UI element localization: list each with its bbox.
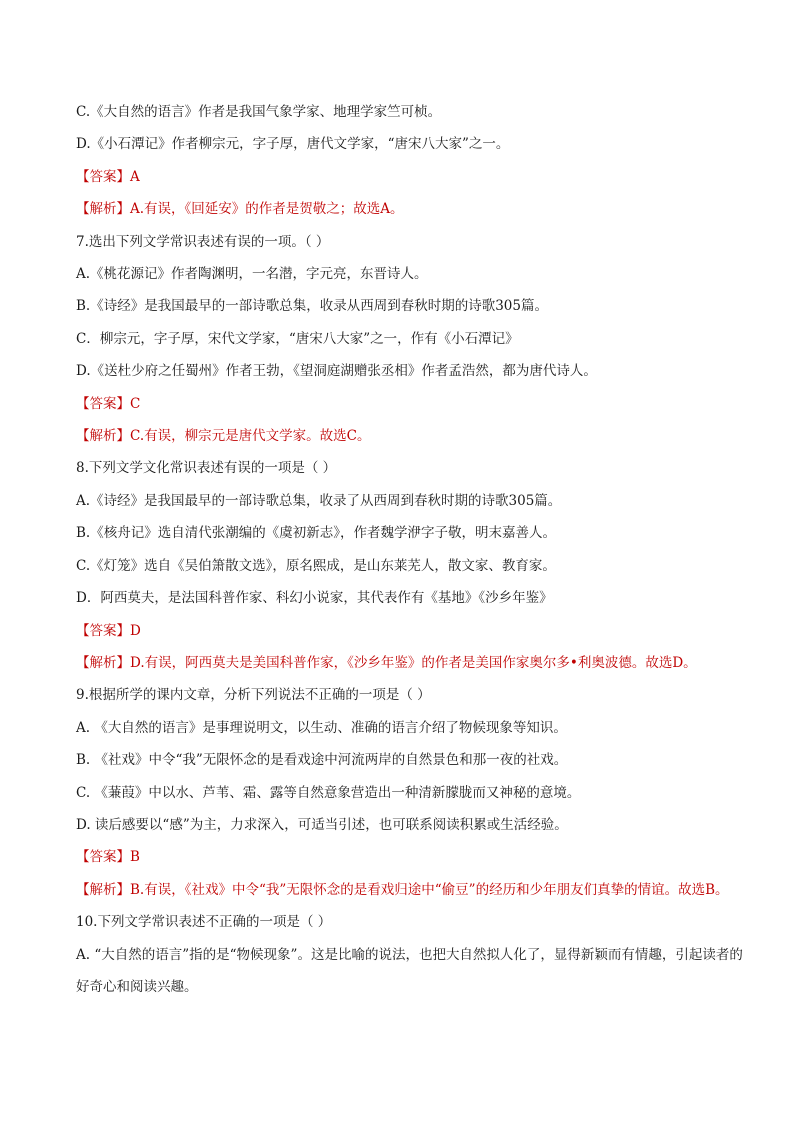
answer-line	[76, 841, 756, 873]
analysis-text: D.有误，阿西莫夫是美国科普作家，《沙乡年鉴》的作者是美国作家奥尔多•利奥波德。故选D。	[130, 654, 697, 671]
question-stem: 9.根据所学的课内文章，分析下列说法不正确的一项是（ ）	[76, 687, 431, 704]
answer-label: 【答案】	[76, 168, 130, 185]
answer-value: A	[130, 168, 140, 185]
option-line: D.《送杜少府之任蜀州》作者王勃，《望洞庭湖赠张丞相》作者孟浩然，都为唐代诗人。	[76, 363, 597, 380]
answer-line	[76, 388, 756, 420]
analysis-line	[76, 193, 756, 225]
analysis-label: 【解析】	[76, 428, 130, 445]
option-line: D. 读后感要以“感”为主，力求深入，可适当引述，也可联系阅读积累或生活经验。	[76, 816, 568, 833]
question-stem: 10.下列文学常识表述不正确的一项是（ ）	[76, 914, 332, 931]
document-page	[76, 96, 756, 1003]
option-line: A. 《大自然的语言》是事理说明文，以生动、准确的语言介绍了物候现象等知识。	[76, 719, 567, 736]
option-line: A. “大自然的语言”指的是“物候现象”。这是比喻的说法，也把大自然拟人化了，显得新颖而有情趣，引起读者的好奇心和阅读兴趣。	[76, 946, 743, 995]
analysis-label: 【解析】	[76, 201, 130, 218]
answer-label: 【答案】	[76, 622, 130, 639]
analysis-text: B.有误，《社戏》中令“我”无限怀念的是看戏归途中“偷豆”的经历和少年朋友们真挚的情谊。故选B。	[130, 881, 729, 898]
answer-label: 【答案】	[76, 395, 130, 412]
option-line: C.《灯笼》选自《吴伯箫散文选》，原名熙成，是山东莱芜人，散文家、教育家。	[76, 557, 556, 574]
analysis-label: 【解析】	[76, 654, 130, 671]
question-stem: 7.选出下列文学常识表述有误的一项。（ ）	[76, 233, 330, 250]
answer-value: B	[130, 849, 140, 866]
option-line: A.《桃花源记》作者陶渊明，一名潜，字元亮，东晋诗人。	[76, 266, 428, 283]
analysis-text: A.有误，《回延安》的作者是贺敬之；故选A。	[130, 201, 404, 218]
analysis-line	[76, 874, 756, 906]
option-line: B. 《社戏》中令“我”无限怀念的是看戏途中河流两岸的自然景色和那一夜的社戏。	[76, 752, 568, 769]
answer-value: D	[130, 622, 141, 639]
option-line: A.《诗经》是我国最早的一部诗歌总集，收录了从西周到春秋时期的诗歌305篇。	[76, 492, 562, 509]
answer-label: 【答案】	[76, 849, 130, 866]
option-line: D．阿西莫夫，是法国科普作家、科幻小说家，其代表作有《基地》《沙乡年鉴》	[76, 590, 553, 607]
option-line: B.《核舟记》选自清代张潮编的《虞初新志》，作者魏学洢字子敬，明末嘉善人。	[76, 525, 556, 542]
option-line: B.《诗经》是我国最早的一部诗歌总集，收录从西周到春秋时期的诗歌305篇。	[76, 298, 548, 315]
option-line: C. 《蒹葭》中以水、芦苇、霜、露等自然意象营造出一种清新朦胧而又神秘的意境。	[76, 784, 581, 801]
question-stem: 8.下列文学文化常识表述有误的一项是（ ）	[76, 460, 337, 477]
answer-value: C	[130, 395, 141, 412]
analysis-label: 【解析】	[76, 881, 130, 898]
analysis-line	[76, 420, 756, 452]
analysis-line	[76, 647, 756, 679]
option-line: D.《小石潭记》作者柳宗元，字子厚，唐代文学家，“唐宋八大家”之一。	[76, 136, 510, 153]
analysis-text: C.有误，柳宗元是唐代文学家。故选C。	[130, 428, 371, 445]
option-line: C.《大自然的语言》作者是我国气象学家、地理学家竺可桢。	[76, 104, 442, 120]
option-line: C．柳宗元，字子厚，宋代文学家，“唐宋八大家”之一，作有《小石潭记》	[76, 330, 519, 347]
answer-line	[76, 161, 756, 193]
answer-line	[76, 615, 756, 647]
